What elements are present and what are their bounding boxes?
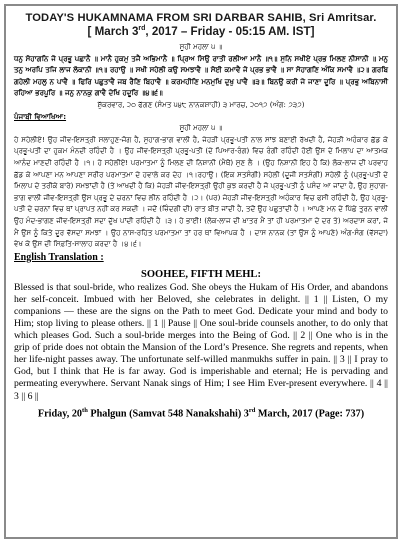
gurmukhi-date-line: ਸ਼ੁੱਕਰਵਾਰ, ੨੦ ਫੱਗਣ (ਸੰਮਤ ੫੪੮ ਨਾਨਕਸ਼ਾਹੀ) ੩ ਮਾਰਚ, ੨੦੧੭ (ਅੰਗ: ੭੩੭) [97, 99, 305, 109]
date-sup: rd [138, 25, 146, 33]
date-rest: , 2017 – Friday - 05:15 AM. IST] [145, 25, 315, 38]
footer-open: Friday, 20 [37, 408, 83, 420]
vyakhya-text: ਹੇ ਸਹੇਲੀਏ! ਉਹ ਜੀਵ-ਇਸਤ੍ਰੀ ਸਲਾਹੁਣ-ਜੋਗ ਹੈ, ਸੁਹਾਗ-ਭਾਗ ਵਾਲੀ ਹੈ, ਜੇਹੜੀ ਪ੍ਰਭੂ-ਪਤੀ ਨਾਲ ਸਾਂਝ ਬਣਾਈ ਰੱਖਦੀ ਹੈ, ਜੇਹੜੀ ਅਹੰਕਾਰ ਛੱਡ ਕੇ ਪ੍ਰਭੂ-ਪਤੀ ਦਾ ਹੁਕਮ ਮੰਨਦੀ ਰਹਿੰਦੀ ਹੈ । ਉਹ ਜੀਵ-ਇਸਤ੍ਰੀ ਪ੍ਰਭੂ-ਪਤੀ (ਦੇ ਪਿਆਰ-ਰੰਗ) ਵਿਚ ਰੰਗੀ ਰਹਿੰਦੀ ਹੋਈ ਉਸ ਦੇ ਮਿਲਾਪ ਦਾ ਆਤਮਕ ਆਨੰਦ ਮਾਣਦੀ ਰਹਿੰਦੀ ਹੈ ।੧। ਹੇ ਸਹੇਲੀਏ! ਪਰਮਾਤਮਾ ਨੂੰ ਮਿਲਣ ਦੀ ਨਿਸ਼ਾਨੀ (ਮੈਥੋਂ) ਸੁਣ ਲੈ । (ਉਹ ਨਿਸ਼ਾਨੀ ਇਹ ਹੈ ਕਿ) ਲੋਕ-ਲਾਜ ਦੀ ਪਰਵਾਹ ਛੱਡ ਕੇ ਆਪਣਾ ਮਨ ਆਪਣਾ ਸਰੀਰ ਪਰਮਾਤਮਾ ਦੇ ਹਵਾਲੇ ਕਰ ਦੇਹ ।੧।ਰਹਾਉ। (ਇਕ ਸਤਸੰਗੀ) ਸਹੇਲੀ (ਦੂਜੀ ਸਤਸੰਗੀ) ਸਹੇਲੀ ਨੂੰ (ਪ੍ਰਭੂ-ਪਤੀ ਦੇ ਮਿਲਾਪ ਦੇ ਤਰੀਕੇ ਬਾਰੇ) ਸਮਝਾਂਦੀ ਹੈ (ਤੇ ਆਖਦੀ ਹੈ ਕਿ) ਜੇਹੜੀ ਜੀਵ-ਇਸਤ੍ਰੀ ਉਹੀ ਕੁਝ ਕਰਦੀ ਹੈ ਜੋ ਪ੍ਰਭੂ-ਪਤੀ ਨੂੰ ਪਸੰਦ ਆ ਜਾਂਦਾ ਹੈ, ਉਹ ਸੁਹਾਗ-ਭਾਗ ਵਾਲੀ ਜੀਵ-ਇਸਤ੍ਰੀ ਉਸ ਪ੍ਰਭੂ ਦੇ ਚਰਨਾਂ ਵਿਚ ਲੀਨ ਰਹਿੰਦੀ ਹੈ ।੨। (ਪਰ) ਜੇਹੜੀ ਜੀਵ-ਇਸਤ੍ਰੀ ਅਹੰਕਾਰ ਵਿਚ ਫਸੀ ਰਹਿੰਦੀ ਹੈ, ਉਹ ਪ੍ਰਭੂ-ਪਤੀ ਦੇ ਚਰਨਾਂ ਵਿਚ ਥਾਂ ਪ੍ਰਾਪਤ ਨਹੀਂ ਕਰ ਸਕਦੀ । ਜਦੋਂ (ਜ਼ਿੰਦਗੀ ਦੀ) ਰਾਤ ਬੀਤ ਜਾਂਦੀ ਹੈ, ਤਦੋਂ ਉਹ ਪਛੁਤਾਂਦੀ ਹੈ । ਆਪਣੇ ਮਨ ਦੇ ਪਿੱਛੇ ਤੁਰਨ ਵਾਲੀ ਉਹ ਮੰਦ-ਭਾਗਣ ਜੀਵ-ਇਸਤ੍ਰੀ ਸਦਾ ਦੁੱਖ ਪਾਂਦੀ ਰਹਿੰਦੀ ਹੈ ।੩। ਹੇ ਭਾਈ! (ਲੋਕ-ਲਾਜ ਦੀ ਖ਼ਾਤਰ ਮੈਂ ਤਾਂ ਹੀ ਪਰਮਾਤਮਾ ਦੇ ਦਰ ਤੇ) ਅਰਦਾਸ ਕਰਾਂ, ਜੇ ਮੈਂ ਉਸ ਨੂੰ ਕਿਤੇ ਦੂਰ ਵੱਸਦਾ ਸਮਝਾਂ । ਉਹ ਨਾਸ-ਰਹਿਤ ਪਰਮਾਤਮਾ ਤਾਂ ਹਰ ਥਾਂ ਵਿਆਪਕ ਹੈ । ਦਾਸ ਨਾਨਕ (ਤਾਂ ਉਸ ਨੂੰ ਆਪਣੇ) ਅੰਗ-ਸੰਗ (ਵੱਸਦਾ) ਵੇਖ ਕੇ ਉਸ ਦੀ ਸਿਫ਼ਤਿ-ਸਾਲਾਹ ਕਰਦਾ ਹੈ ।੪।੬। [14, 134, 388, 249]
footer-date [6, 407, 396, 419]
hukamnama-card [4, 4, 398, 539]
footer-sup1: th [82, 406, 88, 414]
header-date [6, 25, 396, 38]
vyakhya-raag: ਸੂਹੀ ਮਹਲਾ ੫ ॥ [179, 123, 223, 133]
footer-close: March, 2017 (Page: 737) [255, 408, 365, 420]
date-open: [ March 3 [87, 25, 139, 38]
gurmukhi-verse: ਧਨੁ ਸੋਹਾਗਨਿ ਜੋ ਪ੍ਰਭੂ ਪਛਾਨੈ ॥ ਮਾਨੈ ਹੁਕਮੁ ਤਜੈ ਅਭਿਮਾਨੈ ॥ ਪ੍ਰਿਅ ਸਿਉ ਰਾਤੀ ਰਲੀਆ ਮਾਨੈ ॥੧॥ ਸੁਨਿ ਸਖੀਏ ਪ੍ਰਭ ਮਿਲਣ ਨੀਸਾਨੀ ॥ ਮਨੁ ਤਨੁ ਅਰਪਿ ਤਜਿ ਲਾਜ ਲੋਕਾਨੀ ॥੧॥ ਰਹਾਉ ॥ ਸਖੀ ਸਹੇਲੀ ਕਉ ਸਮਝਾਵੈ ॥ ਸੋਈ ਕਮਾਵੈ ਜੋ ਪ੍ਰਭ ਭਾਵੈ ॥ ਸਾ ਸੋਹਾਗਣਿ ਅੰਕਿ ਸਮਾਵੈ ॥੨॥ ਗਰਬਿ ਗਹੇਲੀ ਮਹਲੁ ਨ ਪਾਵੈ ॥ ਫਿਰਿ ਪਛੁਤਾਵੈ ਜਬ ਰੈਣਿ ਬਿਹਾਵੈ ॥ ਕਰਮਹੀਣਿ ਮਨਮੁਖਿ ਦੁਖੁ ਪਾਵੈ ॥੩॥ ਬਿਨਉ ਕਰੀ ਜੇ ਜਾਣਾ ਦੂਰਿ ॥ ਪ੍ਰਭੁ ਅਬਿਨਾਸੀ ਰਹਿਆ ਭਰਪੂਰਿ ॥ ਜਨੁ ਨਾਨਕੁ ਗਾਵੈ ਦੇਖਿ ਹਦੂਰਿ ॥੪॥੬॥ [14, 53, 388, 98]
header [6, 12, 396, 38]
gurmukhi-raag: ਸੂਹੀ ਮਹਲਾ ੫ ॥ [179, 42, 223, 51]
vyakhya-heading: ਪੰਜਾਬੀ ਵਿਆਖਿਆ: [14, 111, 67, 121]
footer-mid: Phalgun (Samvat 548 Nanakshahi) 3 [87, 408, 249, 420]
english-raag: SOOHEE, FIFTH MEHL: [141, 268, 261, 280]
footer-sup2: rd [248, 406, 256, 414]
page-title: TODAY'S HUKAMNAMA FROM SRI DARBAR SAHIB, Sri Amritsar. [25, 12, 377, 24]
english-translation: Blessed is that soul-bride, who realizes God. She obeys the Hukam of His Order, and abandons her self-conceit. Imbued with her Beloved, she celebrates in delight. || 1 || Listen, O my companions — these are the signs on the Path to meet God. Dedicate your mind and body to Him; stop living to please others. || 1 || Pause || One soul-bride counsels another, to do only that which pleases God. Such a soul-bride merges into the Being of God. || 2 || One who is in the grip of pride does not obtain the Mansion of the Lord’s Presence. She regrets and repents, when her life-night passes away. The unfortunate self-willed manmukhs suffer in pain. || 3 || I pray to God, but I think that He is far away. God is imperishable and eternal; He is pervading and permeating everywhere. Servant Nanak sings of Him; I see Him Ever-present everywhere. || 4 || 3 || 6 || [14, 281, 388, 402]
english-heading: English Translation : [14, 251, 104, 263]
